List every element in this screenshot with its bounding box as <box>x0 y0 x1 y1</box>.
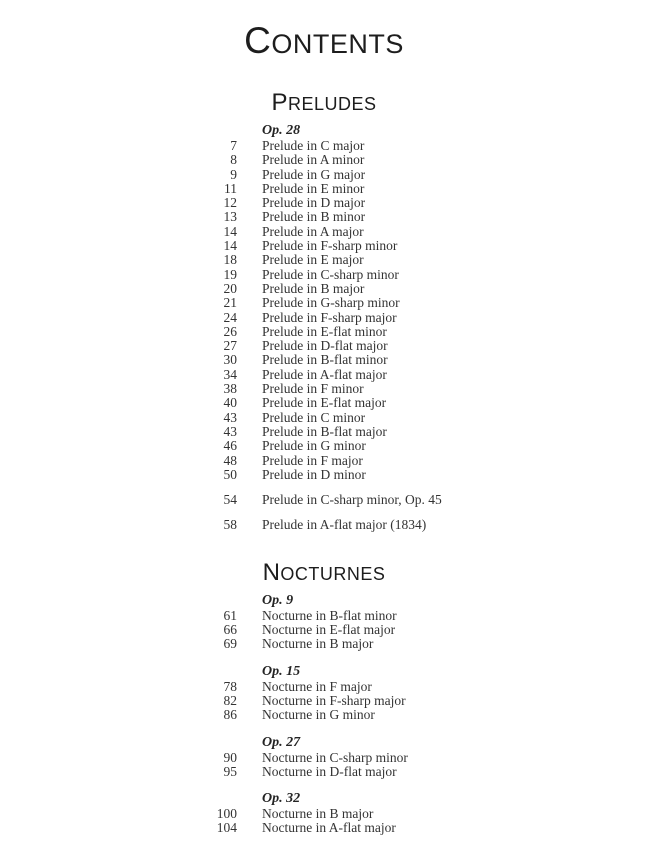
entry-title: Nocturne in E-flat major <box>262 622 396 638</box>
opus-label: Op. 28 <box>262 123 301 138</box>
toc-entry <box>190 708 648 722</box>
toc-entry <box>190 396 648 410</box>
entry-page-number: 69 <box>223 636 237 652</box>
toc-entry <box>190 239 648 253</box>
standalone-entry-group <box>190 518 648 532</box>
opus-label: Op. 9 <box>262 592 294 608</box>
toc-entry <box>190 268 648 282</box>
entry-page-number: 66 <box>223 622 237 638</box>
sections <box>0 91 648 836</box>
entry-page-number: 48 <box>223 452 237 468</box>
opus-label: Op. 32 <box>262 791 301 807</box>
toc-entry <box>190 311 648 325</box>
opus-group <box>190 663 648 723</box>
entry-page-number: 7 <box>230 138 237 153</box>
opus-label: Op. 27 <box>262 734 301 750</box>
page-title: CONTENTS <box>244 20 404 61</box>
toc-body <box>190 122 648 533</box>
entry-page-number: 43 <box>223 423 237 439</box>
toc-entry <box>190 821 648 835</box>
opus-group <box>190 122 648 482</box>
entry-page-number: 21 <box>223 295 237 311</box>
entry-page-number: 95 <box>223 763 237 779</box>
entry-title: Nocturne in B major <box>262 806 374 822</box>
entry-title: Prelude in E-flat major <box>262 395 387 411</box>
toc-entry <box>190 751 648 765</box>
toc-entry <box>190 623 648 637</box>
entry-title: Prelude in F major <box>262 452 363 468</box>
entry-page-number: 38 <box>223 381 237 397</box>
entry-page-number: 50 <box>223 466 237 482</box>
toc-entry <box>190 807 648 821</box>
entry-page-number: 54 <box>223 492 237 508</box>
entry-page-number: 13 <box>223 209 237 225</box>
toc-body <box>190 592 648 836</box>
entry-title: Prelude in C major <box>262 138 365 153</box>
toc-entry <box>190 637 648 651</box>
entry-title: Prelude in G minor <box>262 438 366 454</box>
section-heading: PRELUDES <box>271 89 377 116</box>
entry-title: Prelude in D major <box>262 195 366 211</box>
standalone-entry-group <box>190 493 648 507</box>
entry-page-number: 40 <box>223 395 237 411</box>
entry-page-number: 18 <box>223 252 237 268</box>
toc-entry <box>190 368 648 382</box>
entry-title: Nocturne in F major <box>262 678 372 694</box>
entry-title: Prelude in B major <box>262 280 365 296</box>
toc-entry <box>190 468 648 482</box>
entry-page-number: 90 <box>223 749 237 765</box>
entry-page-number: 86 <box>223 707 237 723</box>
toc-entry <box>190 168 648 182</box>
entry-title: Prelude in F minor <box>262 381 364 397</box>
opus-label: Op. 15 <box>262 663 301 679</box>
entry-title: Prelude in A major <box>262 223 364 239</box>
entry-page-number: 30 <box>223 352 237 368</box>
entry-title: Prelude in C minor <box>262 409 366 425</box>
entry-page-number: 14 <box>223 238 237 254</box>
toc-entry <box>190 609 648 623</box>
entry-page-number: 14 <box>223 223 237 239</box>
entry-title: Prelude in B-flat minor <box>262 352 388 368</box>
toc-entry <box>190 425 648 439</box>
entry-title: Nocturne in G minor <box>262 707 375 723</box>
toc-entry <box>190 296 648 310</box>
entry-page-number: 104 <box>216 820 237 836</box>
toc-entry <box>190 139 648 153</box>
entry-title: Nocturne in C-sharp minor <box>262 749 408 765</box>
toc-entry <box>190 325 648 339</box>
entry-page-number: 9 <box>230 166 237 182</box>
opus-group <box>190 790 648 836</box>
entry-page-number: 100 <box>216 806 237 822</box>
toc-entry <box>190 493 648 507</box>
toc-entry <box>190 518 648 532</box>
entry-title: Prelude in E-flat minor <box>262 323 387 339</box>
entry-title: Prelude in E minor <box>262 180 365 196</box>
opus-group <box>190 592 648 652</box>
entry-title: Prelude in G-sharp minor <box>262 295 400 311</box>
entry-title: Nocturne in D-flat major <box>262 763 397 779</box>
toc-entry <box>190 225 648 239</box>
toc-entry <box>190 439 648 453</box>
entry-page-number: 46 <box>223 438 237 454</box>
section-preludes <box>0 91 648 533</box>
entry-title: Nocturne in B major <box>262 636 374 652</box>
entry-page-number: 11 <box>224 180 237 196</box>
toc-entry <box>190 765 648 779</box>
section-nocturnes <box>0 558 648 836</box>
entry-title: Nocturne in F-sharp major <box>262 692 406 708</box>
entry-page-number: 82 <box>223 692 237 708</box>
entry-page-number: 26 <box>223 323 237 339</box>
toc-entry <box>190 454 648 468</box>
entry-title: Prelude in C-sharp minor, Op. 45 <box>262 492 442 508</box>
toc-entry <box>190 196 648 210</box>
toc-entry <box>190 182 648 196</box>
toc-entry <box>190 382 648 396</box>
entry-page-number: 20 <box>223 280 237 296</box>
opus-group <box>190 734 648 780</box>
entry-title: Prelude in D minor <box>262 466 366 482</box>
toc-entry <box>190 694 648 708</box>
entry-page-number: 12 <box>223 195 237 211</box>
entry-page-number: 61 <box>223 607 237 623</box>
entry-title: Prelude in A minor <box>262 152 365 168</box>
entry-page-number: 78 <box>223 678 237 694</box>
entry-title: Prelude in A-flat major (1834) <box>262 517 427 533</box>
toc-entry <box>190 353 648 367</box>
toc-entry <box>190 210 648 224</box>
entry-page-number: 34 <box>223 366 237 382</box>
entry-title: Prelude in F-sharp major <box>262 309 397 325</box>
entry-title: Prelude in C-sharp minor <box>262 266 399 282</box>
entry-title: Prelude in G major <box>262 166 366 182</box>
toc-entry <box>190 411 648 425</box>
toc-entry <box>190 253 648 267</box>
entry-page-number: 8 <box>230 152 237 168</box>
toc-entry <box>190 153 648 167</box>
toc-entry <box>190 339 648 353</box>
entry-page-number: 58 <box>223 517 237 533</box>
entry-page-number: 19 <box>223 266 237 282</box>
entry-title: Nocturne in B-flat minor <box>262 607 397 623</box>
entry-page-number: 27 <box>223 338 237 354</box>
entry-page-number: 43 <box>223 409 237 425</box>
toc-entry <box>190 282 648 296</box>
entry-title: Prelude in F-sharp minor <box>262 238 398 254</box>
entry-title: Prelude in A-flat major <box>262 366 387 382</box>
entry-title: Prelude in D-flat major <box>262 338 388 354</box>
entry-title: Prelude in B minor <box>262 209 366 225</box>
entry-title: Prelude in E major <box>262 252 364 268</box>
entry-title: Prelude in B-flat major <box>262 423 387 439</box>
entry-page-number: 24 <box>223 309 237 325</box>
section-heading: NOCTURNES <box>262 558 386 586</box>
entry-title: Nocturne in A-flat major <box>262 820 396 836</box>
toc-entry <box>190 680 648 694</box>
